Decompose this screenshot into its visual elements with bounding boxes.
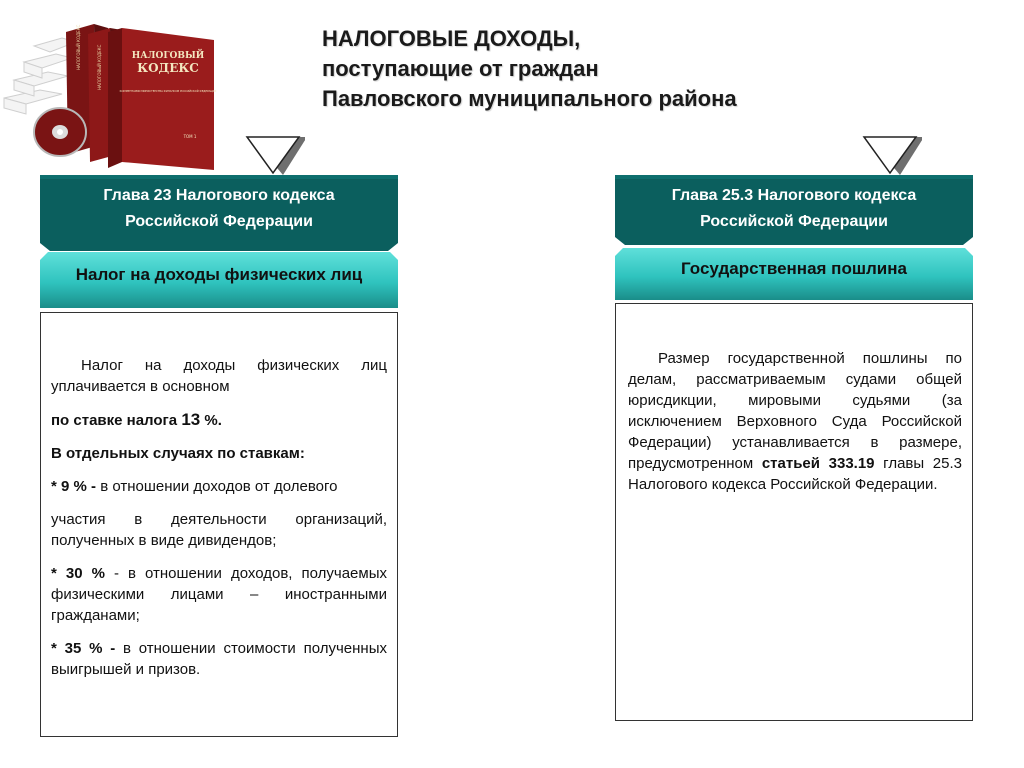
title-line-2: поступающие от граждан	[322, 56, 599, 81]
left-chapter-line2: Российской Федерации	[125, 213, 313, 230]
ndfl-special-rates-heading: В отдельных случаях по ставкам:	[51, 445, 305, 462]
left-tax-name: Налог на доходы физических лиц	[75, 265, 363, 284]
ndfl-base-rate: по ставке налога 13 %.	[51, 410, 222, 429]
book-subtitle: КОММЕНТАРИИ МИНИСТЕРСТВА ФИНАНСОВ РОССИЙСКОЙ ФЕДЕРАЦИИ	[119, 90, 217, 93]
right-down-arrow-icon	[862, 135, 922, 175]
book-volume: ТОМ 1	[183, 134, 197, 139]
book-title-line1: НАЛОГОВЫЙ	[131, 51, 205, 61]
tax-code-book-illustration	[0, 10, 230, 170]
title-line-1: НАЛОГОВЫЕ ДОХОДЫ,	[322, 26, 581, 51]
ndfl-rate-9: * 9 % - в отношении доходов от долевого	[51, 478, 338, 495]
right-tax-banner	[615, 248, 973, 300]
duty-paragraph: Размер государственной пошлины по делам, рассматриваемым судами общей юрисдикции, мировыми судьями (за исключением Верховного Суда Российской Федерации) устанавливается в размере, предусмотренном статьей 333.19 главы 25.3 Налогового кодекса Российской Федерации.	[628, 350, 962, 493]
ndfl-rate-30: * 30 % - в отношении доходов, получаемых физическими лицами – иностранными гражданами;	[51, 565, 387, 624]
left-description-box	[40, 312, 398, 737]
cd-disc	[34, 108, 86, 156]
book-title-line2: КОДЕКС	[137, 61, 199, 75]
right-description-box	[615, 303, 973, 721]
left-down-arrow-icon	[245, 135, 305, 175]
right-chapter-line1: Глава 25.3 Налогового кодекса	[671, 187, 917, 204]
left-chapter-line1: Глава 23 Налогового кодекса	[103, 187, 335, 204]
right-tax-name: Государственная пошлина	[681, 259, 907, 278]
middle-book-spine-text: НАЛОГОВЫЙ КОДЕКС	[97, 44, 102, 90]
ndfl-paragraph-1: Налог на доходы физических лиц уплачивается в основном	[51, 357, 387, 395]
ndfl-rate-35: * 35 % - в отношении стоимости полученных выигрышей и призов.	[51, 640, 387, 678]
back-book-spine-text: НАЛОГОВЫЙ КОДЕКС	[76, 24, 81, 70]
title-line-3: Павловского муниципального района	[322, 86, 737, 111]
right-chapter-line2: Российской Федерации	[700, 213, 888, 230]
ndfl-rate-9-continued: участия в деятельности организаций, полученных в виде дивидендов;	[51, 511, 387, 549]
right-chapter-banner	[615, 175, 973, 245]
white-steps-graphic	[4, 38, 76, 114]
left-tax-banner	[40, 252, 398, 308]
left-chapter-banner	[40, 175, 398, 251]
page-title	[322, 24, 882, 114]
front-book	[108, 28, 216, 170]
